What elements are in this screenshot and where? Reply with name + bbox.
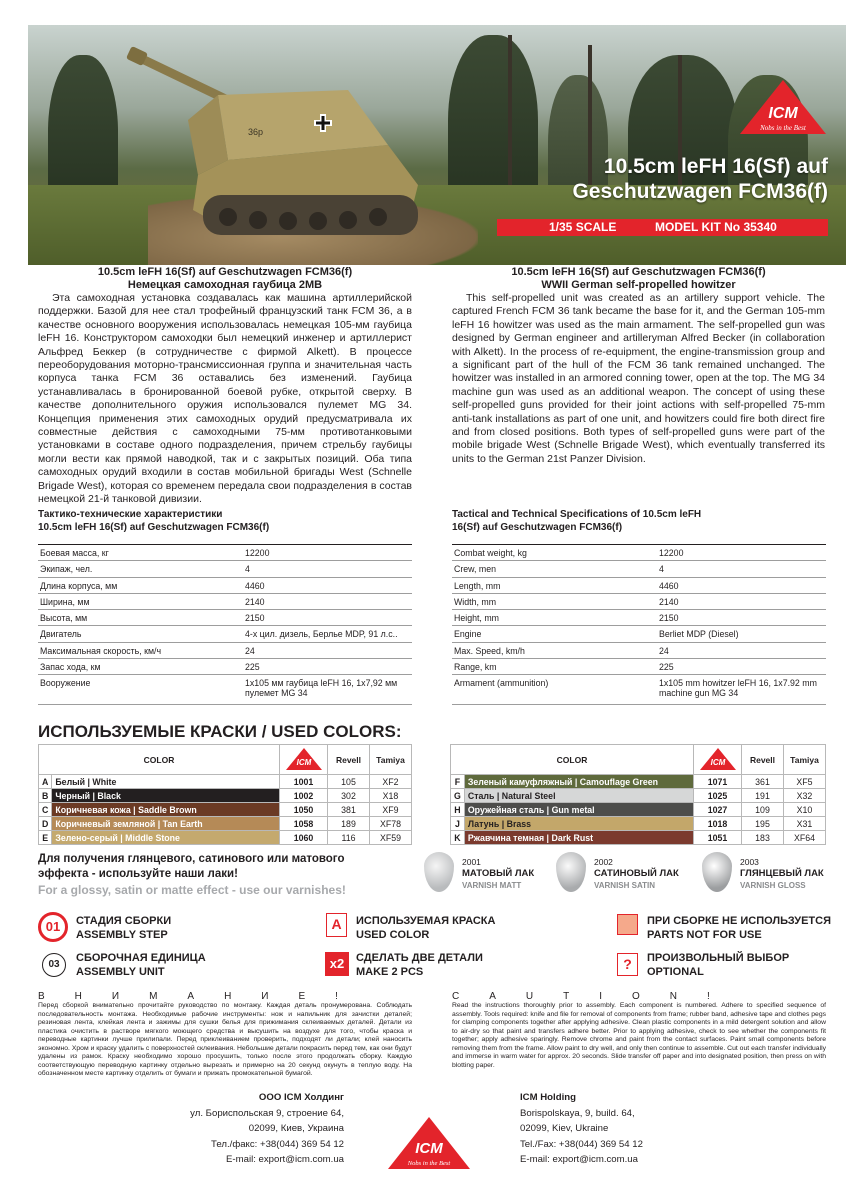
color-name: Белый | White — [52, 775, 280, 789]
icm-footer-logo — [386, 1115, 472, 1171]
revell-code: 191 — [742, 789, 784, 803]
color-row — [39, 789, 412, 803]
icm-small-logo-icon — [285, 747, 323, 771]
spec-label: Максимальная скорость, км/ч — [38, 642, 243, 658]
spec-row — [452, 593, 826, 609]
spec-label: Engine — [452, 626, 657, 642]
spec-label: Вооружение — [38, 675, 243, 705]
spec-label: Экипаж, чел. — [38, 561, 243, 577]
intro-en: 10.5cm leFH 16(Sf) auf Geschutzwagen FCM36(f) WWII German self-propelled howitzer This self-propelled unit was created as an artillery support vehicle. The captured French FCM 36 tank became the base for it, and the German 105-mm leFH 16 howitzer was used as the main armament. The self-propelled gun was designed by German engineer and artilleryman Alfred Becker (in collaboration with Alkett). In the process of re-equipment, the engine-transmission group and a significant part of the hull of the FCM 36 tank remained unchanged. The howitzer was installed in an armored conning tower, open at the top. The MG 34 machine gun was used as an additional weapon. The concept of using these self-propelled guns provided for their joint actions with self-propelled 75-mm anti-tank installations as part of one unit, and howitzers could fire both direct fire and from closed positions. Both types of self-propelled guns were part of the mobile brigade West (Schnelle Brigade West), which eventually transferred its units to the German 21st Panzer Division. — [452, 266, 825, 465]
spec-value: 2150 — [243, 610, 412, 626]
used-colors-title: ИСПОЛЬЗУЕМЫЕ КРАСКИ / USED COLORS: — [38, 722, 402, 741]
color-name: Черный | Black — [52, 789, 280, 803]
icm-code: 1025 — [694, 789, 742, 803]
color-row — [451, 803, 826, 817]
spec-row — [38, 610, 412, 626]
varnish-name-en: VARNISH GLOSS — [740, 881, 806, 890]
spec-label: Width, mm — [452, 593, 657, 609]
spec-value: 2140 — [243, 593, 412, 609]
color-letter: H — [451, 803, 465, 817]
vehicle-illustration — [118, 35, 478, 265]
spec-label: Высота, мм — [38, 610, 243, 626]
revell-code: 105 — [328, 775, 370, 789]
spec-value: 24 — [243, 642, 412, 658]
colors-table-left — [38, 744, 412, 845]
spec-value: 1х105 мм гаубица leFH 16, 1х7,92 мм пулемет MG 34 — [243, 675, 412, 705]
warning-en-heading: CAUTION! — [452, 991, 740, 1002]
revell-code: 361 — [742, 775, 784, 789]
color-name: Ржавчина темная | Dark Rust — [464, 831, 693, 845]
color-name: Сталь | Natural Steel — [464, 789, 693, 803]
spec-row — [38, 545, 412, 561]
icm-code: 1051 — [694, 831, 742, 845]
varnish-matt-drop-icon — [424, 852, 454, 892]
colors-header-row — [451, 745, 826, 775]
spec-value: 12200 — [657, 545, 826, 561]
tamiya-code: X10 — [784, 803, 826, 817]
tamiya-code: X18 — [370, 789, 412, 803]
assembly-step-label: СТАДИЯ СБОРКИ ASSEMBLY STEP — [76, 915, 172, 941]
make-two-label: СДЕЛАТЬ ДВЕ ДЕТАЛИ MAKE 2 PCS — [356, 952, 483, 978]
spec-value: 4460 — [657, 577, 826, 593]
varnish-code: 2001 — [462, 857, 481, 867]
varnish-name: МАТОВЫЙ ЛАК — [462, 868, 535, 879]
color-letter: C — [39, 803, 52, 817]
page-title: 10.5cm leFH 16(Sf) auf Geschutzwagen FCM36(f) — [572, 155, 828, 203]
spec-label: Ширина, мм — [38, 593, 243, 609]
spec-value: 24 — [657, 642, 826, 658]
kit-number: MODEL KIT No 35340 — [655, 220, 777, 234]
specs-en-title: Tactical and Technical Specifications of 10.5cm leFH 16(Sf) auf Geschutzwagen FCM36(f) — [452, 509, 702, 533]
color-letter: F — [451, 775, 465, 789]
colors-table-right — [450, 744, 826, 845]
color-row — [39, 803, 412, 817]
tamiya-code: XF9 — [370, 803, 412, 817]
used-color-label: ИСПОЛЬЗУЕМАЯ КРАСКА USED COLOR — [356, 915, 496, 941]
icm-code: 1071 — [694, 775, 742, 789]
spec-row — [38, 626, 412, 642]
varnish-name-en: VARNISH SATIN — [594, 881, 656, 890]
tamiya-code: X31 — [784, 817, 826, 831]
revell-header: Revell — [742, 745, 784, 775]
optional-icon: ? — [617, 953, 638, 976]
tamiya-code: XF2 — [370, 775, 412, 789]
color-letter: K — [451, 831, 465, 845]
optional-label: ПРОИЗВОЛЬНЫЙ ВЫБОР OPTIONAL — [647, 952, 790, 978]
icm-small-logo-icon — [699, 747, 737, 771]
color-letter: B — [39, 789, 52, 803]
spec-row — [452, 545, 826, 561]
color-letter: A — [39, 775, 52, 789]
varnish-text-en: For a glossy, satin or matte effect - use our varnishes! — [38, 883, 346, 897]
spec-label: Запас хода, км — [38, 659, 243, 675]
color-row — [451, 831, 826, 845]
spec-value: 4 — [657, 561, 826, 577]
color-row — [39, 817, 412, 831]
assembly-unit-label: СБОРОЧНАЯ ЕДИНИЦА ASSEMBLY UNIT — [76, 952, 206, 978]
spec-row — [452, 561, 826, 577]
svg-text:ICM: ICM — [768, 105, 798, 122]
icm-code: 1027 — [694, 803, 742, 817]
color-header: COLOR — [451, 745, 694, 775]
spec-value: 225 — [243, 659, 412, 675]
tamiya-code: XF64 — [784, 831, 826, 845]
scale-bar — [497, 219, 828, 236]
varnish-code: 2002 — [594, 857, 613, 867]
icm-code: 1050 — [280, 803, 328, 817]
spec-label: Боевая масса, кг — [38, 545, 243, 561]
color-row — [451, 817, 826, 831]
color-row — [39, 831, 412, 845]
spec-label: Max. Speed, km/h — [452, 642, 657, 658]
revell-header: Revell — [328, 745, 370, 775]
spec-row — [38, 593, 412, 609]
tamiya-code: XF5 — [784, 775, 826, 789]
color-name: Коричневый земляной | Tan Earth — [52, 817, 280, 831]
tamiya-header: Tamiya — [370, 745, 412, 775]
color-row — [39, 775, 412, 789]
spec-label: Crew, men — [452, 561, 657, 577]
icm-code: 1060 — [280, 831, 328, 845]
color-letter: G — [451, 789, 465, 803]
spec-value: 4-х цил. дизель, Берлье MDP, 91 л.с.. — [243, 626, 412, 642]
warning-en-text: Read the instructions thoroughly prior to assembly. Each component is numbered. Adhere to specified sequence of assembly. Tools required: knife and file for removal of components from frame; rubber band, adhesive tape and clothes pegs for clamping components together after applying adhesive. Clean plastic components in a mild detergent solution and allow to air-dry so that paint and transfers adhere better. Prior to applying adhesive, check to see whether the components fit together; apply adhesive sparingly. Remove chrome and paint from the contact surfaces. Paint small components before removing them from the frame. Allow paint to dry well, and only then continue to assemble. Cut out each transfer individually and immerse in warm water for approx. 20 seconds. Slide transfer off paper and into designated position, then press on with blotting paper. — [452, 1002, 826, 1069]
scale-label: 1/35 SCALE — [549, 220, 617, 234]
color-letter: E — [39, 831, 52, 845]
revell-code: 195 — [742, 817, 784, 831]
icm-code: 1002 — [280, 789, 328, 803]
spec-row — [38, 675, 412, 705]
color-name: Латунь | Brass — [464, 817, 693, 831]
colors-header-row — [39, 745, 412, 775]
assembly-step-icon: 01 — [38, 912, 68, 942]
intro-ru: 10.5cm leFH 16(Sf) auf Geschutzwagen FCM36(f) Немецкая самоходная гаубица 2МВ Эта самоходная установка создавалась как машина артиллерийской поддержки. Базой для нее стал трофейный французский танк FCM 36, а в качестве основного вооружения использовалась немецкая 105-мм гаубица leFH 16. Конструктором самоходки был немецкий инженер и артиллерист Альфред Беккер (в сотрудничестве с фирмой Alkett). В процессе переоборудования моторно-трансмиссионная группа и значительная часть корпуса танка FCM 36 оставались без изменений. Гаубица устанавливалась в бронированной боевой рубке, открытой сверху. В качестве дополнительного оружия использовался пулемет MG 34. Концепция применения этих самоходных орудий предусматривала их совместные действия с самоходными 75-мм противотанковыми установками в составе одного подразделения, причем стрельбу гаубицы могли вести как прямой наводкой, так и с закрытых позиций. Оба типа самоходных орудий входили в состав мобильной бригады West (Schnelle Brigade West), которая со временем передала свои подразделения в состав немецкой 21-й танковой дивизии. — [38, 266, 412, 506]
assembly-unit-icon: 03 — [42, 953, 66, 977]
revell-code: 116 — [328, 831, 370, 845]
icm-logo — [738, 78, 828, 136]
tamiya-header: Tamiya — [784, 745, 826, 775]
svg-text:Nobs in the Best: Nobs in the Best — [407, 1160, 451, 1167]
spec-row — [452, 675, 826, 705]
spec-label: Armament (ammunition) — [452, 675, 657, 705]
spec-row — [452, 659, 826, 675]
spec-value: 2140 — [657, 593, 826, 609]
varnish-satin-drop-icon — [556, 852, 586, 892]
varnish-name: ГЛЯНЦЕВЫЙ ЛАК — [740, 868, 824, 879]
spec-value: Berliet MDP (Diesel) — [657, 626, 826, 642]
spec-row — [452, 642, 826, 658]
used-color-icon: A — [326, 913, 347, 937]
specs-en-table — [452, 544, 826, 705]
warning-ru-text: Перед сборкой внимательно прочитайте руководство по монтажу. Каждая деталь пронумерована. Соблюдать последовательность монтажа. Необходимые рабочие инструменты: нож и напильник для зачистки деталей; резиновая лента, клейкая лента и зажимы для сушки белья для прижимания склеиваемых деталей. Детали из пластика очистить в растворе мягкого моющего средства и высушить на воздухе для того, чтобы краска и переводные картинки лучше прилипали. Перед приклеиванием проверить, подходят ли детали; клей наносить экономно. Хром и краску удалить с поверхностей склеивания. Небольшие детали покрасить перед тем, как они будут удалены из рамок. Краску необходимо хорошо просушить, только после этого продолжать сборку. Каждую соответствующую переводную картинку отдельно вырезать и примерно на 20 секунд окунуть в теплую воду. На обозначенном месте картинку отделить от бумаги и прижать промокательной бумагой. — [38, 1002, 412, 1077]
varnish-name: САТИНОВЫЙ ЛАК — [594, 868, 679, 879]
spec-value: 4 — [243, 561, 412, 577]
spec-row — [452, 626, 826, 642]
tamiya-code: XF78 — [370, 817, 412, 831]
specs-ru-table — [38, 544, 412, 705]
color-row — [451, 775, 826, 789]
not-used-icon — [617, 914, 638, 935]
spec-row — [38, 642, 412, 658]
varnish-code: 2003 — [740, 857, 759, 867]
address-en: ICM Holding Borispolskaya, 9, build. 64, 02099, Kiev, Ukraine Tel./Fax: +38(044) 369 54 12 E-mail: export@icm.com.ua — [520, 1092, 643, 1165]
spec-row — [38, 577, 412, 593]
tamiya-code: XF59 — [370, 831, 412, 845]
revell-code: 189 — [328, 817, 370, 831]
warning-ru-heading: ВНИМАНИЕ! — [38, 991, 368, 1002]
spec-label: Длина корпуса, мм — [38, 577, 243, 593]
revell-code: 302 — [328, 789, 370, 803]
make-two-icon: x2 — [325, 952, 349, 976]
revell-code: 109 — [742, 803, 784, 817]
varnish-gloss-drop-icon — [702, 852, 732, 892]
revell-code: 381 — [328, 803, 370, 817]
color-letter: J — [451, 817, 465, 831]
not-used-label: ПРИ СБОРКЕ НЕ ИСПОЛЬЗУЕТСЯ PARTS NOT FOR USE — [647, 915, 832, 941]
varnish-text-ru: Для получения глянцевого, сатинового или матового эффекта - используйте наши лаки! — [38, 853, 345, 880]
svg-text:ICM: ICM — [296, 757, 311, 767]
spec-label: Height, mm — [452, 610, 657, 626]
icm-code: 1001 — [280, 775, 328, 789]
color-name: Оружейная сталь | Gun metal — [464, 803, 693, 817]
svg-text:ICM: ICM — [710, 757, 725, 767]
color-row — [451, 789, 826, 803]
icm-code: 1018 — [694, 817, 742, 831]
revell-code: 183 — [742, 831, 784, 845]
spec-row — [452, 610, 826, 626]
spec-value: 2150 — [657, 610, 826, 626]
color-name: Коричневая кожа | Saddle Brown — [52, 803, 280, 817]
icm-logo-header — [280, 745, 328, 775]
vehicle-marking: 36p — [248, 127, 264, 137]
spec-value: 12200 — [243, 545, 412, 561]
color-name: Зеленый камуфляжный | Camouflage Green — [464, 775, 693, 789]
specs-ru-title: Тактико-технические характеристики 10.5cm leFH 16(Sf) auf Geschutzwagen FCM36(f) — [38, 509, 270, 533]
svg-text:ICM: ICM — [415, 1140, 443, 1157]
spec-label: Combat weight, kg — [452, 545, 657, 561]
icm-logo-header — [694, 745, 742, 775]
svg-text:Nobs in the Best: Nobs in the Best — [760, 124, 806, 132]
spec-value: 4460 — [243, 577, 412, 593]
spec-label: Length, mm — [452, 577, 657, 593]
spec-row — [38, 561, 412, 577]
spec-value: 1x105 mm howitzer leFH 16, 1x7.92 mm machine gun MG 34 — [657, 675, 826, 705]
address-ru: ООО ICM Холдинг ул. Бориспольская 9, строение 64, 02099, Киев, Украина Тел./факс: +38(044) 369 54 12 E-mail: export@icm.com.ua — [190, 1092, 344, 1165]
color-header: COLOR — [39, 745, 280, 775]
color-letter: D — [39, 817, 52, 831]
spec-value: 225 — [657, 659, 826, 675]
tamiya-code: X32 — [784, 789, 826, 803]
icm-code: 1058 — [280, 817, 328, 831]
spec-row — [38, 659, 412, 675]
color-name: Зелено-серый | Middle Stone — [52, 831, 280, 845]
varnish-name-en: VARNISH MATT — [462, 881, 522, 890]
spec-label: Range, km — [452, 659, 657, 675]
spec-label: Двигатель — [38, 626, 243, 642]
spec-row — [452, 577, 826, 593]
